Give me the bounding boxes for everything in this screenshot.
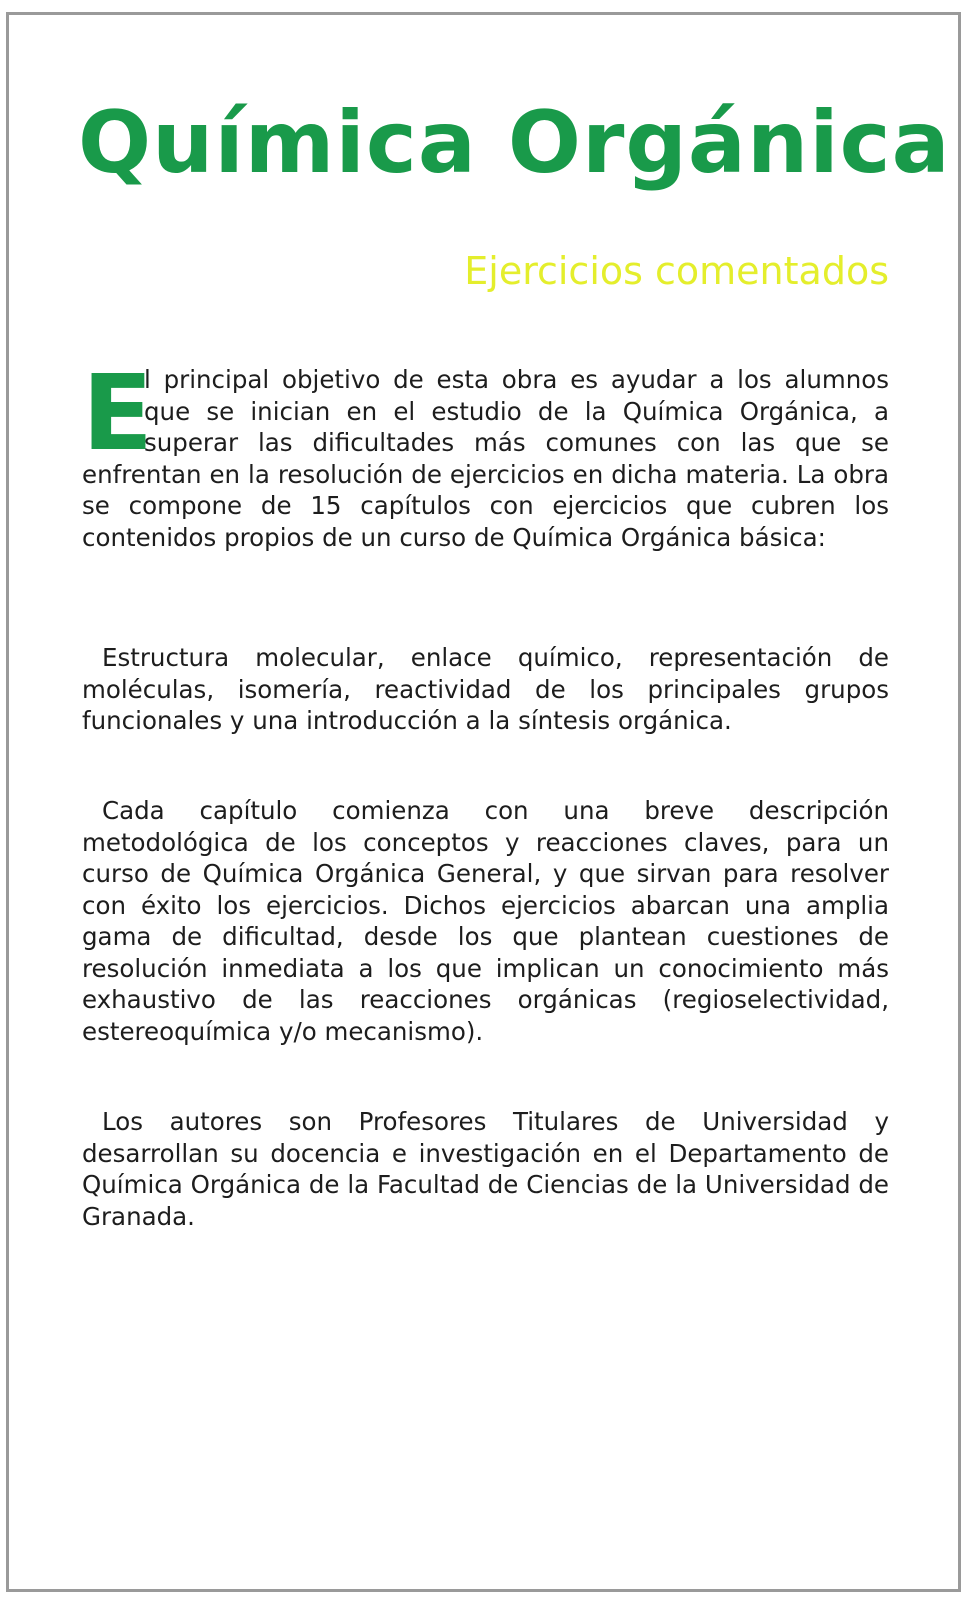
description-paragraph-3 [82, 795, 889, 1047]
paragraph-4-text: Los autores son Profesores Titulares de Universidad y desarrollan su docencia e investigación en el Departamento de Química Orgánica de la Facultad de Ciencias de la Universidad de Granada. [82, 1107, 889, 1231]
book-subtitle: Ejercicios comentados [464, 249, 889, 293]
paragraph-3-text: Cada capítulo comienza con una breve descripción metodológica de los conceptos y reacciones claves, para un curso de Química Orgánica General, y que sirvan para resolver con éxito los ejercicios. Dichos ejercicios abarcan una amplia gama de dificultad, desde los que plantean cuestiones de resolución inmediata a los que implican un conocimiento más exhaustivo de las reacciones orgánicas (regioselectividad, estereoquímica y/o mecanismo). [82, 796, 889, 1046]
description-paragraph-4 [82, 1106, 889, 1232]
description-paragraph-2 [82, 642, 889, 737]
paragraph-2-text: Estructura molecular, enlace químico, representación de moléculas, isomería, reactividad de los principales grupos funcionales y una introducción a la síntesis orgánica. [82, 643, 889, 735]
paragraph-1-text: l principal objetivo de esta obra es ayudar a los alumnos que se inician en el estudio de la Química Orgánica, a superar las dificultades más comunes con las que se enfrentan en la resolución de ejercicios en dicha materia. La obra se compone de 15 capítulos con ejercicios que cubren los contenidos propios de un curso de Química Orgánica básica: [82, 365, 889, 552]
description-paragraph-1 [82, 352, 889, 553]
drop-cap-letter: E [82, 352, 154, 474]
book-title: Química Orgánica [78, 93, 951, 193]
